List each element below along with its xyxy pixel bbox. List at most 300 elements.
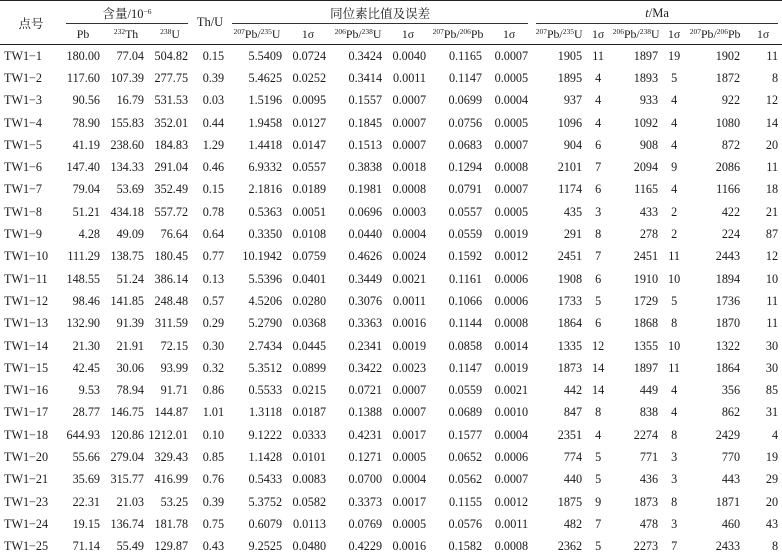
cell-pb: 180.00 xyxy=(66,48,100,63)
cell-point-id: TW1−25 xyxy=(4,539,49,554)
cell-pb: 22.31 xyxy=(72,494,100,509)
cell-th232: 30.06 xyxy=(116,360,144,375)
cell-th232: 107.39 xyxy=(110,70,144,85)
cell-ratio-207-206: 0.0683 xyxy=(448,137,483,152)
cell-th232: 136.74 xyxy=(110,516,144,531)
cell-age-206-238: 1897 xyxy=(633,360,659,375)
header-ratio-207pb-206pb: $^{207}$Pb/$^{206}$Pb xyxy=(432,27,484,41)
table-body xyxy=(0,45,782,558)
cell-age-sigma-207-206: 20 xyxy=(765,137,779,152)
cell-ratio-206-238: 0.3363 xyxy=(348,316,383,331)
cell-sigma-206-238: 0.0023 xyxy=(392,360,427,375)
cell-age-206-238: 278 xyxy=(639,227,659,242)
cell-age-sigma-207-206: 20 xyxy=(765,494,779,509)
cell-point-id: TW1−7 xyxy=(4,182,43,197)
cell-age-207-235: 440 xyxy=(563,472,583,487)
cell-point-id: TW1−3 xyxy=(4,93,43,108)
cell-sigma-206-238: 0.0007 xyxy=(392,115,427,130)
cell-ratio-207-206: 0.0756 xyxy=(448,115,483,130)
table-row xyxy=(0,357,782,379)
cell-age-207-235: 2351 xyxy=(557,427,583,442)
cell-age-sigma-207-235: 5 xyxy=(595,293,602,308)
cell-age-206-238: 1729 xyxy=(633,293,659,308)
cell-age-sigma-207-206: 12 xyxy=(765,93,779,108)
cell-age-sigma-207-235: 6 xyxy=(595,271,602,286)
cell-point-id: TW1−24 xyxy=(4,516,49,531)
cell-age-206-238: 1165 xyxy=(634,182,659,197)
header-age-group: t/Ma xyxy=(532,1,782,26)
cell-age-sigma-207-235: 9 xyxy=(595,494,602,509)
table-row xyxy=(0,45,782,68)
table-row xyxy=(0,223,782,245)
cell-ratio-207-206: 0.1161 xyxy=(448,271,483,286)
cell-age-sigma-206-238: 8 xyxy=(671,494,678,509)
cell-sigma-207-206: 0.0006 xyxy=(494,449,529,464)
cell-age-206-238: 433 xyxy=(639,204,659,219)
cell-age-sigma-206-238: 4 xyxy=(671,93,678,108)
cell-th232: 146.75 xyxy=(110,405,144,420)
cell-age-206-238: 2273 xyxy=(633,539,659,554)
cell-ratio-207-206: 0.0559 xyxy=(448,227,483,242)
cell-age-207-206: 1080 xyxy=(715,115,741,130)
cell-ratio-206-238: 0.1981 xyxy=(348,182,383,197)
cell-age-sigma-207-235: 14 xyxy=(592,360,605,375)
table-row xyxy=(0,335,782,357)
cell-age-sigma-207-235: 8 xyxy=(595,227,602,242)
cell-age-207-206: 422 xyxy=(721,204,741,219)
cell-sigma-206-238: 0.0007 xyxy=(392,405,427,420)
cell-age-206-238: 1868 xyxy=(633,316,659,331)
cell-ratio-207-235: 1.3118 xyxy=(248,405,283,420)
cell-ratio-207-206: 0.1592 xyxy=(448,249,483,264)
cell-sigma-207-235: 0.0759 xyxy=(292,249,327,264)
table-row xyxy=(0,290,782,312)
cell-age-207-206: 770 xyxy=(721,449,741,464)
cell-ratio-207-235: 1.9458 xyxy=(248,115,283,130)
cell-ratio-207-235: 5.5396 xyxy=(248,271,283,286)
cell-ratio-206-238: 0.3449 xyxy=(348,271,383,286)
cell-age-206-238: 1092 xyxy=(633,115,659,130)
cell-pb: 4.28 xyxy=(78,227,100,242)
cell-age-206-238: 449 xyxy=(639,383,659,398)
cell-sigma-207-235: 0.0051 xyxy=(292,204,327,219)
cell-point-id: TW1−11 xyxy=(4,271,48,286)
cell-age-207-235: 291 xyxy=(563,227,583,242)
cell-age-207-235: 774 xyxy=(563,449,583,464)
table-row xyxy=(0,513,782,535)
cell-age-206-238: 1897 xyxy=(633,48,659,63)
cell-sigma-206-238: 0.0011 xyxy=(392,293,427,308)
cell-ratio-206-238: 0.3422 xyxy=(348,360,383,375)
cell-age-207-206: 356 xyxy=(721,383,741,398)
cell-th232: 138.75 xyxy=(110,249,144,264)
cell-sigma-206-238: 0.0008 xyxy=(392,182,427,197)
cell-th232: 155.83 xyxy=(110,115,144,130)
header-th232: $^{232}$Th xyxy=(113,27,139,41)
cell-age-sigma-207-235: 6 xyxy=(595,182,602,197)
cell-ratio-206-238: 0.4626 xyxy=(348,249,383,264)
cell-age-sigma-207-206: 85 xyxy=(765,383,779,398)
cell-age-sigma-206-238: 3 xyxy=(671,516,678,531)
cell-th-u: 0.57 xyxy=(202,293,225,308)
cell-ratio-206-238: 0.0700 xyxy=(348,472,383,487)
cell-ratio-207-206: 0.1066 xyxy=(448,293,483,308)
cell-u238: 129.87 xyxy=(154,539,189,554)
cell-sigma-206-238: 0.0004 xyxy=(392,472,427,487)
cell-point-id: TW1−20 xyxy=(4,449,49,464)
cell-age-207-235: 937 xyxy=(563,93,583,108)
cell-age-207-206: 1894 xyxy=(715,271,741,286)
cell-th-u: 0.64 xyxy=(202,227,225,242)
cell-age-sigma-207-235: 14 xyxy=(592,383,605,398)
cell-sigma-207-206: 0.0005 xyxy=(494,204,529,219)
cell-age-207-206: 1902 xyxy=(715,48,741,63)
cell-age-207-206: 2443 xyxy=(715,249,741,264)
cell-age-sigma-207-206: 30 xyxy=(765,360,779,375)
cell-pb: 117.60 xyxy=(66,70,100,85)
cell-age-sigma-207-206: 30 xyxy=(765,338,779,353)
cell-ratio-206-238: 0.1845 xyxy=(348,115,383,130)
table-row xyxy=(0,246,782,268)
cell-u238: 386.14 xyxy=(154,271,189,286)
cell-sigma-207-235: 0.0557 xyxy=(292,160,327,175)
cell-sigma-207-235: 0.0108 xyxy=(292,227,327,242)
header-sigma: 1σ xyxy=(591,27,605,41)
header-sigma: 1σ xyxy=(667,27,681,41)
cell-age-207-206: 2086 xyxy=(715,160,741,175)
cell-pb: 644.93 xyxy=(66,427,100,442)
cell-sigma-207-206: 0.0008 xyxy=(494,160,529,175)
cell-age-sigma-207-235: 4 xyxy=(595,115,602,130)
header-age-207pb-206pb: $^{207}$Pb/$^{206}$Pb xyxy=(689,27,741,41)
header-sigma: 1σ xyxy=(502,27,516,41)
table-row xyxy=(0,268,782,290)
cell-ratio-206-238: 0.3076 xyxy=(348,293,383,308)
cell-sigma-207-235: 0.0401 xyxy=(292,271,327,286)
cell-sigma-207-235: 0.0445 xyxy=(292,338,327,353)
cell-ratio-207-206: 0.0699 xyxy=(448,93,483,108)
cell-age-sigma-206-238: 4 xyxy=(671,115,678,130)
cell-ratio-207-235: 2.1816 xyxy=(248,182,283,197)
cell-ratio-207-206: 0.1147 xyxy=(448,360,483,375)
cell-point-id: TW1−23 xyxy=(4,494,49,509)
cell-th232: 55.49 xyxy=(116,539,144,554)
table-row xyxy=(0,446,782,468)
cell-age-sigma-207-235: 5 xyxy=(595,472,602,487)
cell-ratio-206-238: 0.2341 xyxy=(348,338,383,353)
cell-age-207-235: 1905 xyxy=(557,48,583,63)
cell-th-u: 0.44 xyxy=(202,115,225,130)
cell-sigma-207-206: 0.0004 xyxy=(494,427,529,442)
cell-sigma-207-235: 0.0333 xyxy=(292,427,327,442)
cell-u238: 91.71 xyxy=(160,383,189,398)
cell-age-207-235: 442 xyxy=(563,383,583,398)
cell-pb: 148.55 xyxy=(66,271,100,286)
cell-age-206-238: 1893 xyxy=(633,70,659,85)
cell-ratio-207-206: 0.0576 xyxy=(448,516,483,531)
cell-point-id: TW1−9 xyxy=(4,227,43,242)
cell-age-206-238: 1873 xyxy=(633,494,659,509)
cell-th-u: 1.29 xyxy=(202,137,225,152)
cell-age-sigma-206-238: 5 xyxy=(671,70,678,85)
cell-sigma-207-235: 0.0215 xyxy=(292,383,327,398)
cell-age-sigma-206-238: 8 xyxy=(671,427,678,442)
cell-age-207-206: 922 xyxy=(721,93,741,108)
cell-sigma-206-238: 0.0017 xyxy=(392,494,427,509)
cell-sigma-206-238: 0.0016 xyxy=(392,539,427,554)
cell-age-sigma-206-238: 9 xyxy=(671,160,678,175)
cell-age-206-238: 436 xyxy=(639,472,659,487)
cell-ratio-206-238: 0.0440 xyxy=(348,227,383,242)
cell-pb: 21.30 xyxy=(72,338,100,353)
cell-age-207-235: 482 xyxy=(563,516,583,531)
cell-ratio-207-206: 0.1144 xyxy=(448,316,483,331)
cell-th-u: 0.15 xyxy=(202,48,225,63)
cell-pb: 90.56 xyxy=(72,93,100,108)
cell-ratio-206-238: 0.4229 xyxy=(348,539,383,554)
cell-ratio-207-206: 0.0557 xyxy=(448,204,483,219)
cell-ratio-206-238: 0.3838 xyxy=(348,160,383,175)
cell-ratio-207-206: 0.1155 xyxy=(448,494,483,509)
cell-pb: 42.45 xyxy=(72,360,100,375)
header-ratio-group: 同位素比值及误差 xyxy=(228,1,532,26)
cell-sigma-207-235: 0.0187 xyxy=(292,405,327,420)
cell-age-207-206: 1870 xyxy=(715,316,741,331)
cell-age-sigma-207-235: 8 xyxy=(595,405,602,420)
cell-point-id: TW1−17 xyxy=(4,405,49,420)
cell-sigma-207-235: 0.0101 xyxy=(292,449,327,464)
cell-age-sigma-207-235: 12 xyxy=(592,338,605,353)
header-sigma: 1σ xyxy=(756,27,770,41)
cell-sigma-207-235: 0.0252 xyxy=(292,70,327,85)
cell-sigma-207-235: 0.0480 xyxy=(292,539,327,554)
cell-pb: 111.29 xyxy=(67,249,100,264)
cell-pb: 71.14 xyxy=(72,539,100,554)
cell-th232: 238.60 xyxy=(110,137,144,152)
cell-u238: 1212.01 xyxy=(148,427,189,442)
cell-age-sigma-207-206: 8 xyxy=(772,70,779,85)
cell-age-206-238: 908 xyxy=(639,137,659,152)
cell-pb: 147.40 xyxy=(66,160,100,175)
cell-sigma-207-235: 0.0147 xyxy=(292,137,327,152)
header-u238: $^{238}$U xyxy=(160,27,180,41)
cell-age-sigma-206-238: 19 xyxy=(668,48,681,63)
cell-age-sigma-207-206: 29 xyxy=(765,472,779,487)
cell-sigma-206-238: 0.0021 xyxy=(392,271,427,286)
cell-age-207-235: 2101 xyxy=(557,160,583,175)
cell-sigma-207-206: 0.0007 xyxy=(494,137,529,152)
cell-sigma-207-206: 0.0011 xyxy=(495,516,529,531)
cell-sigma-207-235: 0.0095 xyxy=(292,93,327,108)
cell-age-sigma-207-235: 5 xyxy=(595,539,602,554)
cell-age-206-238: 933 xyxy=(639,93,659,108)
cell-sigma-207-235: 0.0280 xyxy=(292,293,327,308)
cell-age-sigma-207-235: 4 xyxy=(595,427,602,442)
cell-u238: 144.87 xyxy=(154,405,189,420)
cell-age-207-235: 1875 xyxy=(557,494,583,509)
cell-u238: 531.53 xyxy=(154,93,189,108)
cell-th-u: 0.43 xyxy=(202,539,225,554)
cell-age-206-238: 838 xyxy=(639,405,659,420)
cell-age-207-206: 2433 xyxy=(715,539,741,554)
header-age-207pb-235u: $^{207}$Pb/$^{235}$U xyxy=(535,27,583,41)
header-ratio-206pb-238u: $^{206}$Pb/$^{238}$U xyxy=(334,27,382,41)
cell-sigma-207-206: 0.0014 xyxy=(494,338,529,353)
cell-age-207-235: 1908 xyxy=(557,271,583,286)
cell-age-207-235: 435 xyxy=(563,204,583,219)
table-row xyxy=(0,379,782,401)
cell-th-u: 0.03 xyxy=(202,93,225,108)
cell-pb: 51.21 xyxy=(72,204,100,219)
cell-sigma-206-238: 0.0007 xyxy=(392,383,427,398)
cell-age-sigma-207-235: 4 xyxy=(595,70,602,85)
cell-age-207-206: 2429 xyxy=(715,427,741,442)
cell-pb: 98.46 xyxy=(72,293,100,308)
cell-u238: 557.72 xyxy=(154,204,189,219)
cell-pb: 9.53 xyxy=(78,383,100,398)
cell-age-207-235: 1873 xyxy=(557,360,583,375)
cell-ratio-207-235: 1.5196 xyxy=(248,93,283,108)
cell-pb: 35.69 xyxy=(72,472,100,487)
cell-ratio-206-238: 0.0696 xyxy=(348,204,383,219)
cell-sigma-206-238: 0.0004 xyxy=(392,227,427,242)
cell-age-sigma-207-235: 4 xyxy=(595,93,602,108)
cell-ratio-207-206: 0.0689 xyxy=(448,405,483,420)
cell-sigma-207-206: 0.0006 xyxy=(494,271,529,286)
cell-th232: 53.69 xyxy=(116,182,144,197)
cell-sigma-207-235: 0.0189 xyxy=(292,182,327,197)
cell-age-sigma-207-235: 11 xyxy=(592,48,604,63)
cell-ratio-206-238: 0.0721 xyxy=(348,383,383,398)
cell-ratio-207-235: 10.1942 xyxy=(242,249,283,264)
cell-ratio-207-206: 0.1147 xyxy=(448,70,483,85)
cell-pb: 55.66 xyxy=(72,449,100,464)
cell-sigma-207-206: 0.0012 xyxy=(494,494,529,509)
cell-age-207-235: 847 xyxy=(563,405,583,420)
cell-u238: 291.04 xyxy=(154,160,189,175)
cell-u238: 248.48 xyxy=(154,293,189,308)
cell-u238: 416.99 xyxy=(154,472,189,487)
cell-point-id: TW1−5 xyxy=(4,137,43,152)
table-row xyxy=(0,201,782,223)
cell-age-sigma-207-235: 5 xyxy=(595,449,602,464)
cell-age-207-206: 862 xyxy=(721,405,741,420)
cell-pb: 79.04 xyxy=(72,182,100,197)
cell-age-sigma-207-206: 4 xyxy=(772,427,779,442)
cell-sigma-207-206: 0.0019 xyxy=(494,360,529,375)
table-row xyxy=(0,179,782,201)
cell-age-206-238: 478 xyxy=(639,516,659,531)
cell-u238: 76.64 xyxy=(160,227,189,242)
table-row xyxy=(0,90,782,112)
cell-point-id: TW1−13 xyxy=(4,316,49,331)
cell-ratio-207-206: 0.1582 xyxy=(448,539,483,554)
cell-sigma-207-206: 0.0012 xyxy=(494,249,529,264)
cell-sigma-207-206: 0.0021 xyxy=(494,383,529,398)
cell-age-sigma-207-206: 18 xyxy=(765,182,779,197)
cell-th232: 434.18 xyxy=(110,204,144,219)
cell-age-sigma-207-206: 11 xyxy=(766,316,779,331)
cell-u238: 329.43 xyxy=(154,449,189,464)
cell-u238: 504.82 xyxy=(154,48,189,63)
table-row xyxy=(0,112,782,134)
cell-ratio-207-235: 2.7434 xyxy=(248,338,283,353)
header-sigma: 1σ xyxy=(301,27,315,41)
cell-ratio-207-206: 0.1165 xyxy=(448,48,483,63)
cell-age-sigma-206-238: 4 xyxy=(671,137,678,152)
cell-th232: 141.85 xyxy=(110,293,144,308)
table-row xyxy=(0,134,782,156)
cell-ratio-206-238: 0.1271 xyxy=(348,449,383,464)
cell-age-sigma-207-206: 8 xyxy=(772,539,779,554)
cell-u238: 311.59 xyxy=(154,316,189,331)
cell-th-u: 0.78 xyxy=(202,204,225,219)
cell-age-sigma-207-206: 87 xyxy=(765,227,779,242)
cell-th-u: 0.39 xyxy=(202,70,225,85)
cell-age-sigma-206-238: 10 xyxy=(668,271,681,286)
cell-point-id: TW1−14 xyxy=(4,338,49,353)
cell-ratio-207-235: 5.5409 xyxy=(248,48,283,63)
cell-ratio-206-238: 0.3424 xyxy=(348,48,383,63)
cell-age-206-238: 771 xyxy=(639,449,659,464)
cell-ratio-207-235: 4.5206 xyxy=(248,293,283,308)
cell-sigma-206-238: 0.0018 xyxy=(392,160,427,175)
cell-th-u: 0.77 xyxy=(202,249,225,264)
cell-age-207-235: 1174 xyxy=(558,182,583,197)
header-th-u: Th/U xyxy=(196,15,224,29)
table-row xyxy=(0,156,782,178)
cell-ratio-207-235: 9.1222 xyxy=(248,427,283,442)
cell-age-207-235: 1864 xyxy=(557,316,583,331)
header-content-group: 含量$/10^{-6}$ xyxy=(62,1,192,26)
cell-point-id: TW1−4 xyxy=(4,115,43,130)
cell-ratio-207-206: 0.0562 xyxy=(448,472,483,487)
cell-age-207-206: 1864 xyxy=(715,360,741,375)
cell-sigma-206-238: 0.0024 xyxy=(392,249,427,264)
cell-sigma-207-235: 0.0582 xyxy=(292,494,327,509)
cell-th-u: 1.01 xyxy=(202,405,225,420)
cell-ratio-206-238: 0.1513 xyxy=(348,137,383,152)
cell-th-u: 0.30 xyxy=(202,338,225,353)
cell-ratio-207-235: 5.4625 xyxy=(248,70,283,85)
cell-sigma-206-238: 0.0005 xyxy=(392,516,427,531)
cell-ratio-207-235: 0.3350 xyxy=(248,227,283,242)
cell-ratio-207-206: 0.1577 xyxy=(448,427,483,442)
cell-point-id: TW1−10 xyxy=(4,249,49,264)
cell-th-u: 0.86 xyxy=(202,383,225,398)
table-row xyxy=(0,424,782,446)
cell-age-206-238: 1910 xyxy=(633,271,659,286)
cell-th-u: 0.76 xyxy=(202,472,225,487)
cell-sigma-207-235: 0.0083 xyxy=(292,472,327,487)
cell-point-id: TW1−15 xyxy=(4,360,49,375)
cell-sigma-207-235: 0.0368 xyxy=(292,316,327,331)
cell-ratio-207-235: 0.5363 xyxy=(248,204,283,219)
cell-th-u: 0.29 xyxy=(202,316,225,331)
cell-u238: 181.78 xyxy=(154,516,189,531)
table-row xyxy=(0,491,782,513)
table-row xyxy=(0,469,782,491)
cell-th232: 77.04 xyxy=(116,48,144,63)
cell-th232: 16.79 xyxy=(116,93,144,108)
cell-ratio-207-235: 5.3752 xyxy=(248,494,283,509)
cell-age-sigma-207-206: 19 xyxy=(765,449,779,464)
cell-age-sigma-207-206: 12 xyxy=(765,249,779,264)
cell-sigma-207-206: 0.0010 xyxy=(494,405,529,420)
cell-age-207-206: 224 xyxy=(721,227,741,242)
cell-sigma-207-235: 0.0899 xyxy=(292,360,327,375)
cell-sigma-207-206: 0.0008 xyxy=(494,539,529,554)
